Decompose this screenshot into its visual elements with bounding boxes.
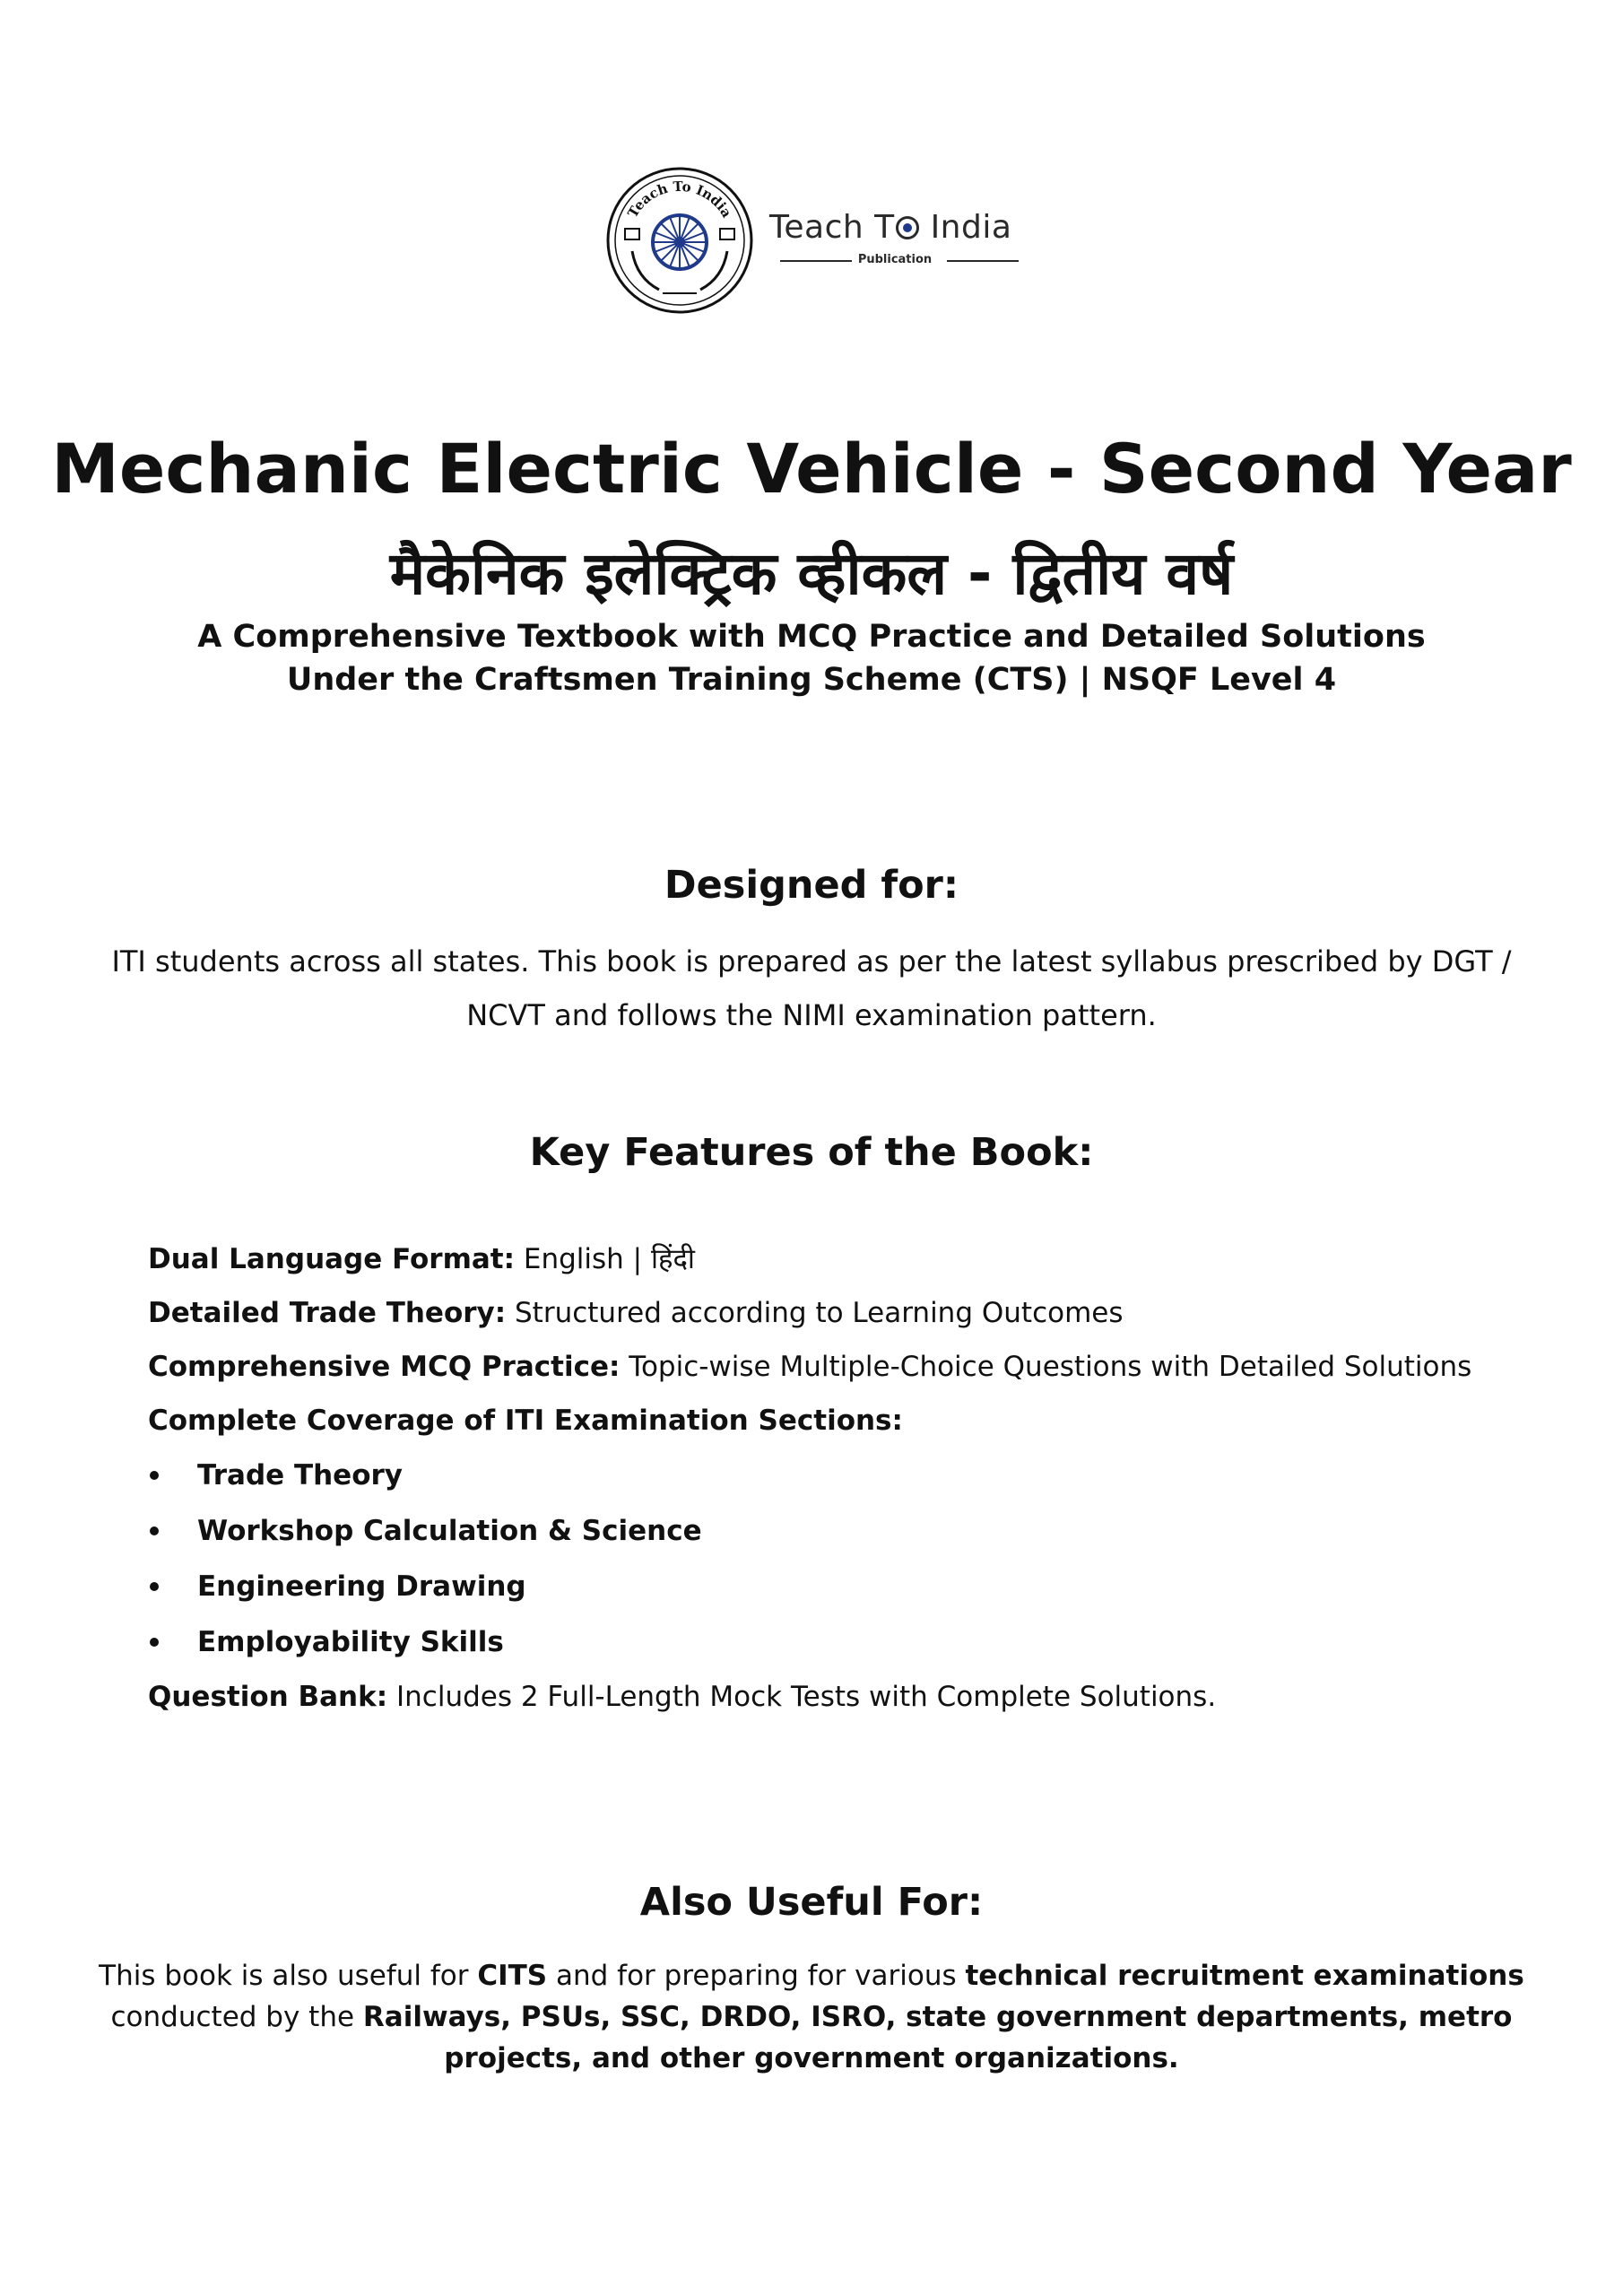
publisher-logo — [605, 166, 1027, 318]
feature-item: Detailed Trade Theory: Structured according to Learning Outcomes — [148, 1297, 1124, 1329]
key-features-heading: Key Features of the Book: — [529, 1130, 1094, 1175]
designed-for-text: ITI students across all states. This book is prepared as per the latest syllabus prescribed by DGT / NCVT and follows the NIMI examination pattern. — [111, 944, 1512, 1032]
also-useful-heading: Also Useful For: — [639, 1880, 984, 1925]
section-bullet: Trade Theory — [148, 1448, 1538, 1503]
bullet-icon — [150, 1471, 159, 1480]
chakra-o-icon — [896, 216, 919, 239]
seal-text: Teach To India — [624, 178, 735, 221]
brand-name: Teach T India — [769, 209, 1012, 246]
feature-item: Dual Language Format: English | हिंदी — [148, 1243, 695, 1275]
section-bullet: Employability Skills — [148, 1614, 1538, 1670]
ashoka-chakra-seal-icon — [605, 166, 754, 315]
subtitle-line-2: Under the Craftsmen Training Scheme (CTS) | NSQF Level 4 — [286, 662, 1337, 698]
section-bullet: Workshop Calculation & Science — [148, 1503, 1538, 1559]
bullet-icon — [150, 1638, 159, 1647]
question-bank-item: Question Bank: Includes 2 Full-Length Mock Tests with Complete Solutions. — [148, 1681, 1217, 1713]
bullet-icon — [150, 1582, 159, 1591]
subtitle-line-1: A Comprehensive Textbook with MCQ Practice and Detailed Solutions — [197, 619, 1426, 655]
title-english: Mechanic Electric Vehicle - Second Year — [51, 429, 1572, 509]
designed-for-heading: Designed for: — [664, 863, 959, 908]
brand-subtitle: Publication — [769, 253, 1020, 266]
title-hindi: मैकेनिक इलेक्ट्रिक व्हीकल - द्वितीय वर्ष — [389, 539, 1234, 608]
bullet-icon — [150, 1526, 159, 1535]
also-useful-text: This book is also useful for CITS and for preparing for various technical recruitment examinations conducted by the Railways, PSUs, SSC, DRDO, ISRO, state government departments, metro projects, and other government organizations. — [99, 1960, 1524, 2074]
key-features-list — [148, 1232, 1538, 1724]
feature-item: Comprehensive MCQ Practice: Topic-wise Multiple-Choice Questions with Detailed Solutions — [148, 1351, 1472, 1383]
feature-item: Complete Coverage of ITI Examination Sections: — [148, 1405, 903, 1437]
section-bullet: Engineering Drawing — [148, 1559, 1538, 1614]
